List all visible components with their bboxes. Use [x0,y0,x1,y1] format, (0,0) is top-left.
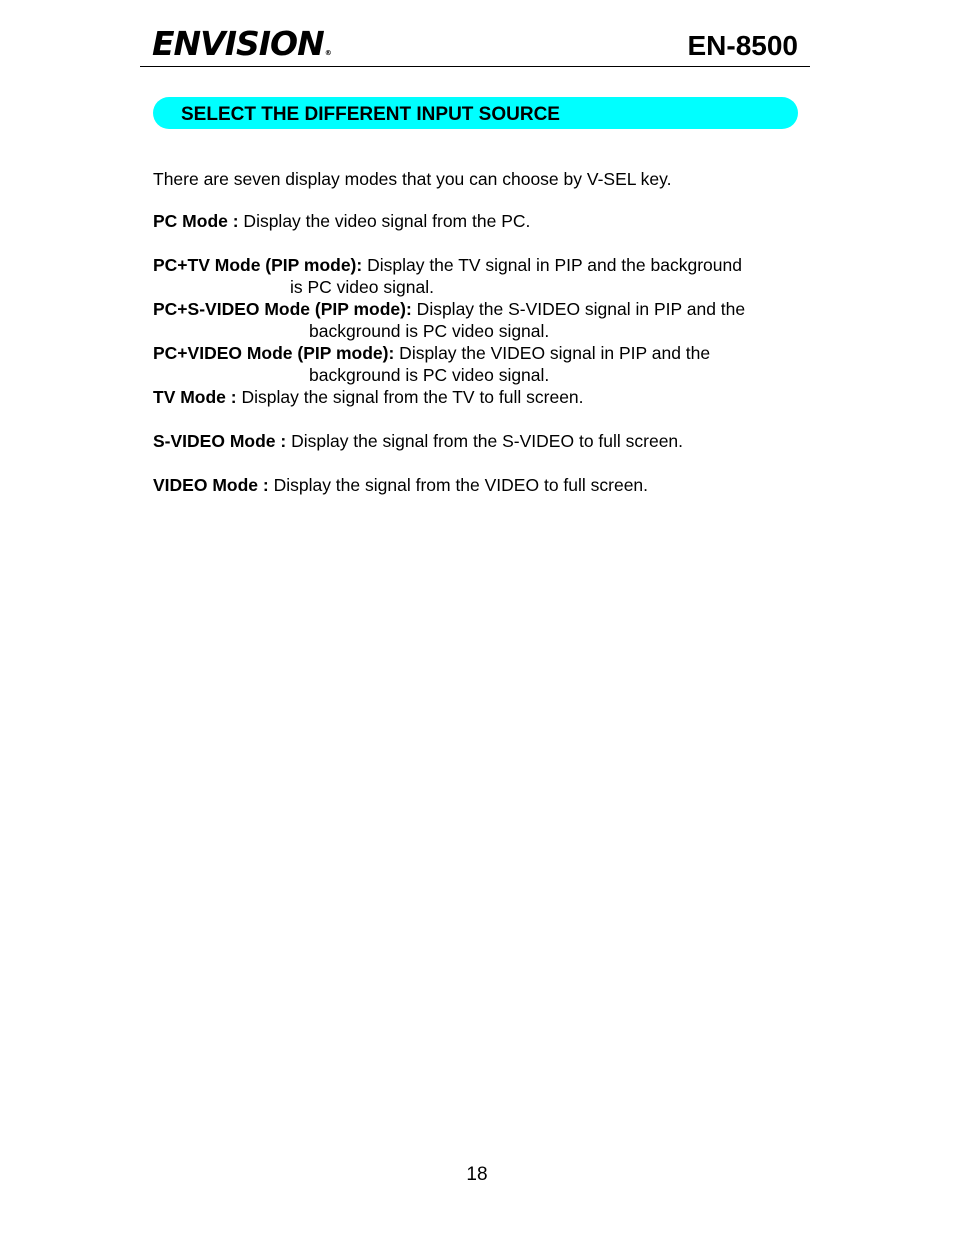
mode-item-pc [153,210,799,232]
page-number: 18 [466,1164,488,1185]
mode-item-tv [153,386,799,408]
mode-label: S-VIDEO Mode : [153,431,287,451]
mode-label: PC+VIDEO Mode (PIP mode): [153,343,395,363]
mode-description-continued: background is PC video signal. [309,365,550,385]
mode-description-continued: is PC video signal. [290,277,434,297]
mode-item-pc-video [153,342,799,386]
mode-description: Display the signal from the VIDEO to full screen. [268,475,649,495]
mode-label: VIDEO Mode : [153,475,269,495]
mode-label: TV Mode : [153,387,237,407]
mode-label: PC+TV Mode (PIP mode): [153,255,363,275]
content-body [153,168,799,496]
mode-item-pc-tv [153,254,799,298]
mode-description: Display the S-VIDEO signal in PIP and the [411,299,746,319]
mode-description: Display the VIDEO signal in PIP and the [394,343,711,363]
mode-item-pc-svideo [153,298,799,342]
mode-description: Display the video signal from the PC. [238,211,531,231]
section-title: SELECT THE DIFFERENT INPUT SOURCE [153,97,798,129]
model-number: EN-8500 [687,30,798,61]
mode-item-svideo [153,430,799,452]
brand-name: ENVISION [152,24,324,63]
mode-label: PC Mode : [153,211,239,231]
mode-label: PC+S-VIDEO Mode (PIP mode): [153,299,412,319]
mode-item-video [153,474,799,496]
mode-description: Display the signal from the TV to full screen. [236,387,584,407]
registered-mark: ® [324,49,331,57]
header-divider [140,66,810,67]
mode-description-continued: background is PC video signal. [309,321,550,341]
intro-text: There are seven display modes that you can choose by V-SEL key. [153,169,672,189]
mode-description: Display the TV signal in PIP and the background [362,255,742,275]
mode-description: Display the signal from the S-VIDEO to full screen. [286,431,684,451]
